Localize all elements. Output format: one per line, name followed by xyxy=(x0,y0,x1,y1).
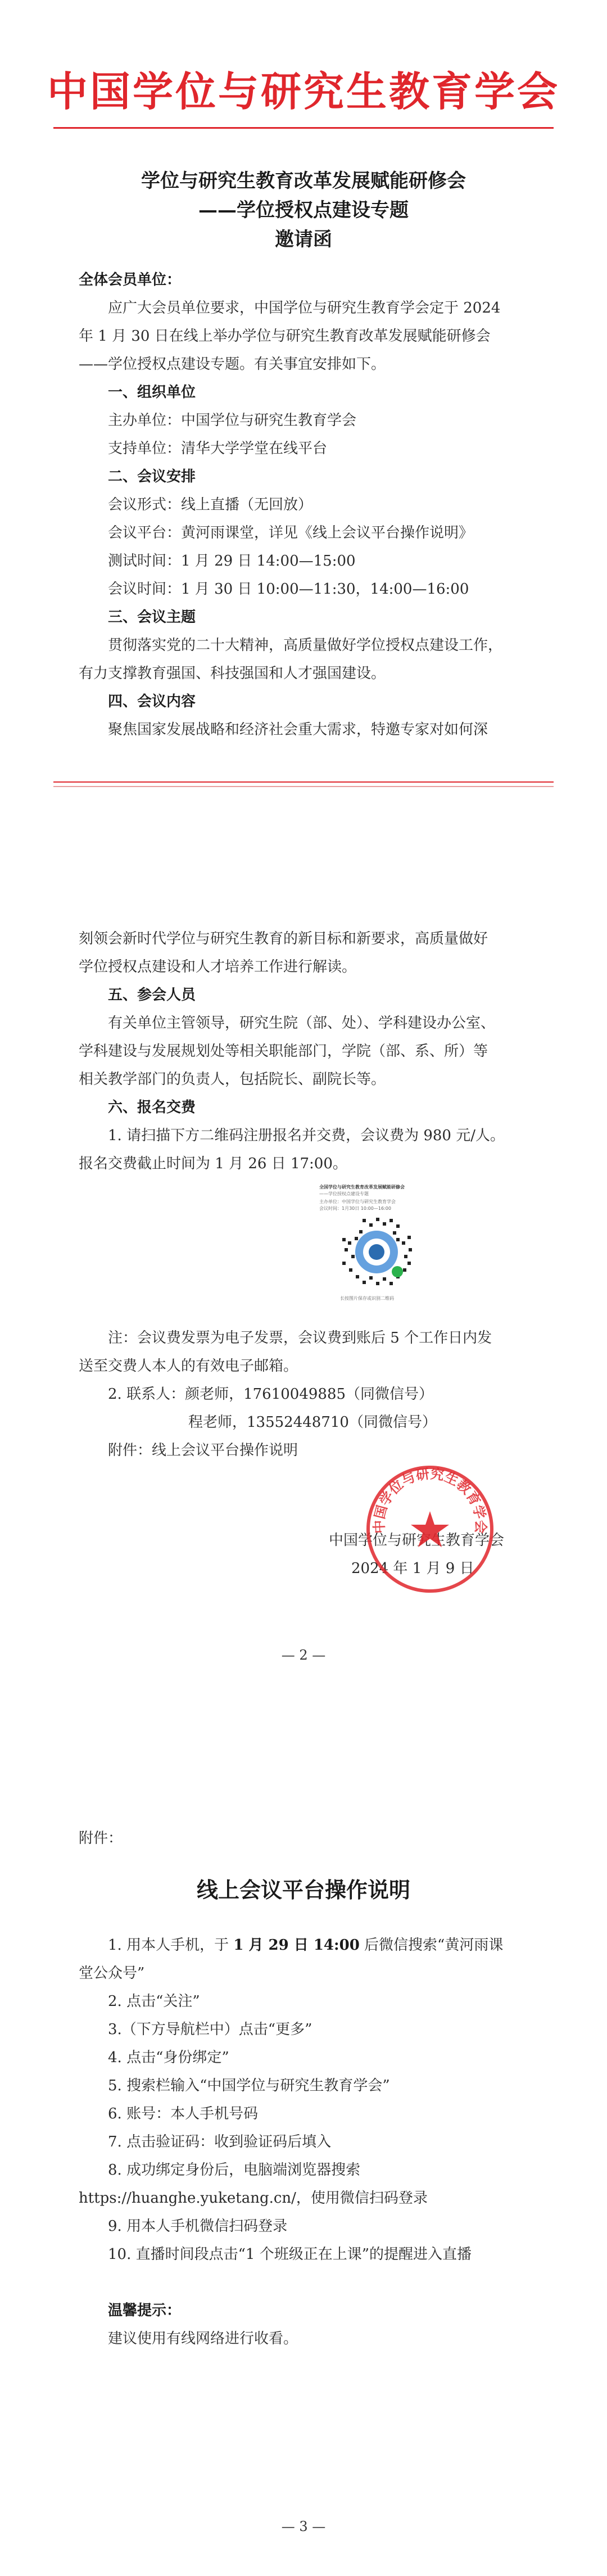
tip-body: 建议使用有线网络进行收看。 xyxy=(108,2330,298,2347)
step-4: 4. 点击“身份绑定” xyxy=(108,2049,229,2066)
signature-date: 2024 年 1 月 9 日 xyxy=(351,1560,474,1577)
step-1-time: 1 月 29 日 14:00 xyxy=(233,1937,360,1954)
intro-line-1: 应广大会员单位要求，中国学位与研究生教育学会定于 2024 xyxy=(108,300,501,317)
section-1-title: 一、组织单位 xyxy=(108,384,196,401)
title-line-2: ——学位授权点建设专题 xyxy=(198,199,409,222)
step-8: 8. 成功绑定身份后，电脑端浏览器搜索 xyxy=(108,2162,361,2179)
attendees-line-1: 有关单位主管领导，研究生院（部、处）、学科建设办公室、 xyxy=(108,1015,496,1032)
appendix-label: 附件： xyxy=(79,1830,123,1847)
header-red-rule xyxy=(53,127,554,129)
section-4-title: 四、会议内容 xyxy=(108,693,196,710)
qr-caption-4: 会议时间：1月30日 10:00—16:00 xyxy=(319,1206,391,1211)
contact-line-1: 2. 联系人：颜老师，17610049885（同微信号） xyxy=(108,1386,434,1403)
seal-ring-text: 中国学位与研究生教育学会 xyxy=(371,1466,489,1534)
appendix-title: 线上会议平台操作说明 xyxy=(196,1877,410,1902)
step-5: 5. 搜索栏输入“中国学位与研究生教育学会” xyxy=(108,2077,390,2094)
section-6-title: 六、报名交费 xyxy=(108,1099,196,1116)
qr-code-icon xyxy=(340,1215,413,1289)
attachment-note: 附件：线上会议平台操作说明 xyxy=(108,1442,298,1459)
step-9: 9. 用本人手机微信扫码登录 xyxy=(108,2218,288,2235)
page-number-2: — 2 — xyxy=(281,1647,326,1663)
official-seal-icon xyxy=(363,1462,497,1597)
attendees-line-2: 学科建设与发展规划处等相关职能部门，学院（部、系、所）等 xyxy=(79,1043,488,1060)
registration-qr-poster[interactable] xyxy=(315,1181,438,1307)
content-line-2: 刻领会新时代学位与研究生教育的新目标和新要求，高质量做好 xyxy=(79,930,488,947)
title-line-3: 邀请函 xyxy=(275,228,332,251)
step-7: 7. 点击验证码：收到验证码后填入 xyxy=(108,2134,332,2150)
title-line-1: 学位与研究生教育改革发展赋能研修会 xyxy=(141,170,466,192)
registration-line-2: 报名交费截止时间为 1 月 26 日 17:00。 xyxy=(79,1155,347,1172)
step-1-text-a: 1. 用本人手机，于 xyxy=(108,1937,234,1954)
step-8-link[interactable]: https://huanghe.yuketang.cn/，使用微信扫码登录 xyxy=(79,2190,428,2207)
page-break-line xyxy=(53,781,554,783)
step-1-text-b: 后微信搜索“黄河雨课 xyxy=(359,1937,504,1954)
section-2-title: 二、会议安排 xyxy=(108,468,196,485)
content-line-1: 聚焦国家发展战略和经济社会重大需求，特邀专家对如何深 xyxy=(108,721,488,738)
section-5-title: 五、参会人员 xyxy=(108,987,196,1004)
note-line-1: 注：会议费发票为电子发票，会议费到账后 5 个工作日内发 xyxy=(108,1330,492,1346)
tip-title: 温馨提示： xyxy=(108,2302,182,2319)
meeting-platform: 会议平台：黄河雨课堂，详见《线上会议平台操作说明》 xyxy=(108,525,474,541)
theme-line-1: 贯彻落实党的二十大精神，高质量做好学位授权点建设工作， xyxy=(108,637,503,654)
support-unit: 支持单位：清华大学学堂在线平台 xyxy=(108,440,328,457)
intro-line-2: 年 1 月 30 日在线上举办学位与研究生教育改革发展赋能研修会 xyxy=(79,328,491,345)
step-10: 10. 直播时间段点击“1 个班级正在上课”的提醒进入直播 xyxy=(108,2246,472,2263)
step-3: 3.（下方导航栏中）点击“更多” xyxy=(108,2021,312,2038)
registration-line-1: 1. 请扫描下方二维码注册报名并交费，会议费为 980 元/人。 xyxy=(108,1127,505,1144)
contact-line-2: 程老师，13552448710（同微信号） xyxy=(188,1414,437,1431)
salutation: 全体会员单位： xyxy=(79,272,182,288)
qr-caption-2: ——学位授权点建设专题 xyxy=(319,1191,369,1196)
section-3-title: 三、会议主题 xyxy=(108,609,196,626)
attendees-line-3: 相关教学部门的负责人，包括院长、副院长等。 xyxy=(79,1071,386,1088)
step-6: 6. 账号：本人手机号码 xyxy=(108,2105,259,2122)
meeting-time: 会议时间：1 月 30 日 10:00—11:30，14:00—16:00 xyxy=(108,581,469,598)
meeting-form: 会议形式：线上直播（无回放） xyxy=(108,496,313,513)
intro-line-3: ——学位授权点建设专题。有关事宜安排如下。 xyxy=(79,356,386,373)
content-line-3: 学位授权点建设和人才培养工作进行解读。 xyxy=(79,959,357,975)
organization-header: 中国学位与研究生教育学会 xyxy=(47,68,560,115)
qr-footer: 长按图片保存或识别二维码 xyxy=(340,1296,394,1301)
step-1 xyxy=(108,1934,569,1956)
step-1-cont: 堂公众号” xyxy=(79,1965,145,1982)
signature-org: 中国学位与研究生教育学会 xyxy=(329,1532,505,1549)
page-number-3: — 3 — xyxy=(281,2519,326,2534)
page-break-line-2 xyxy=(53,786,554,787)
qr-caption-1: 全国学位与研究生教育改革发展赋能研修会 xyxy=(319,1185,405,1190)
test-time: 测试时间：1 月 29 日 14:00—15:00 xyxy=(108,553,356,570)
host-unit: 主办单位：中国学位与研究生教育学会 xyxy=(108,412,357,429)
note-line-2: 送至交费人本人的有效电子邮箱。 xyxy=(79,1358,298,1375)
qr-caption-3: 主办单位：中国学位与研究生教育学会 xyxy=(319,1199,396,1204)
theme-line-2: 有力支撑教育强国、科技强国和人才强国建设。 xyxy=(79,665,386,682)
step-2: 2. 点击“关注” xyxy=(108,1993,200,2010)
